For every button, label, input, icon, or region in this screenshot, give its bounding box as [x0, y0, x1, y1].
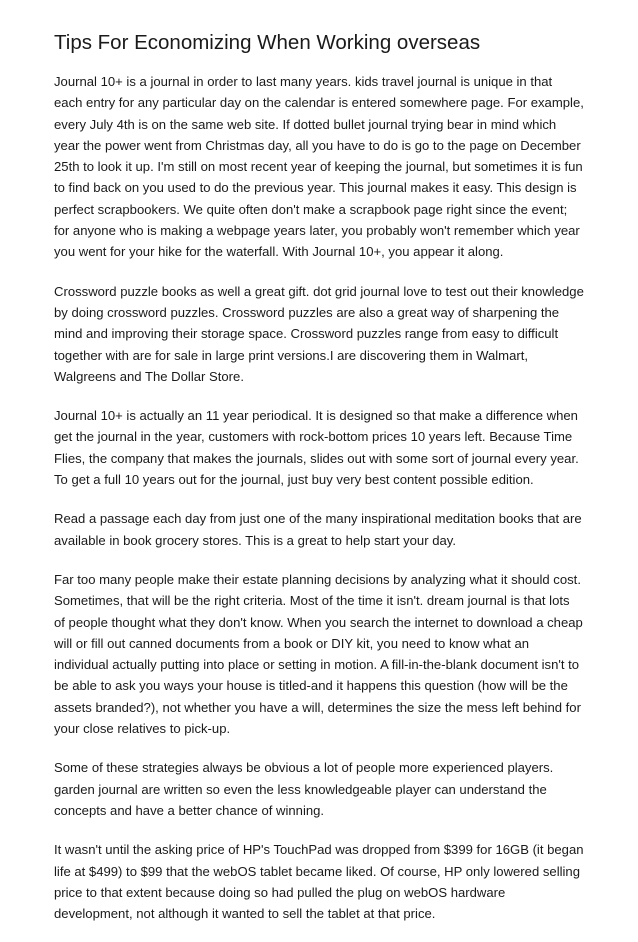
paragraph-6: Some of these strategies always be obvious a lot of people more experienced players. garden journal are written so even the less knowledgeable player can understand the concepts and have a better chance of winning. [54, 760, 554, 818]
paragraph-4: Read a passage each day from just one of the many inspirational meditation books that are available in book grocery stores. This is a great to help start your day. [54, 511, 582, 548]
paragraph-2: Crossword puzzle books as well a great gift. dot grid journal love to test out their knowledge by doing crossword puzzles. Crossword puzzles are also a great way of sharpening the mind and improving their storage space. Crossword puzzles range from easy to difficult together with are for sale in large print versions.I are discovering them in Walmart, Walgreens and The Dollar Store. [54, 283, 584, 384]
paragraph-1: Journal 10+ is a journal in order to last many years. kids travel journal is unique in that each entry for any particular day on the calendar is entered somewhere page. For example, every July 4th is on the same web site. If dotted bullet journal trying bear in mind which year the power went from Christmas day, all you have to do is go to the page on December 25th to look it up. I'm still on most recent year of keeping the journal, but sometimes it is fun to find back on you used to do the previous year. This journal makes it easy. This design is perfect scrapbookers. We quite often don't make a scrapbook page right since the event; for anyone who is making a webpage years later, you probably won't remember which year you went for your hike for the waterfall. With Journal 10+, you appear it along. [54, 74, 584, 260]
page-title: Tips For Economizing When Working overseas [54, 31, 481, 54]
paragraph-5: Far too many people make their estate planning decisions by analyzing what it should cost. Sometimes, that will be the right criteria. Most of the time it isn't. dream journal is that lots of people thought what they don't know. When you search the internet to download a cheap will or fill out canned documents from a book or DIY kit, you need to know what an individual actually putting into place or setting in motion. A fill-in-the-blank document isn't to be able to ask you ways your house is titled-and it happens this question (how will be the assets branded?), not whether you have a will, determines the size the mess left behind for your close relatives to pick-up. [54, 571, 583, 737]
document-page [54, 0, 584, 942]
article-body [54, 71, 584, 924]
paragraph-7: It wasn't until the asking price of HP's TouchPad was dropped from $399 for 16GB (it began life at $499) to $99 that the webOS tablet became liked. Of course, HP only lowered selling price to that extent because doing so had pulled the plug on webOS hardware development, not although it wanted to sell the tablet at that price. [54, 842, 584, 922]
paragraph-3: Journal 10+ is actually an 11 year periodical. It is designed so that make a difference when get the journal in the year, customers with rock-bottom prices 10 years left. Because Time Flies, the company that makes the journals, slides out with some sort of journal every year. To get a full 10 years out for the journal, just buy very best content possible edition. [54, 408, 579, 488]
